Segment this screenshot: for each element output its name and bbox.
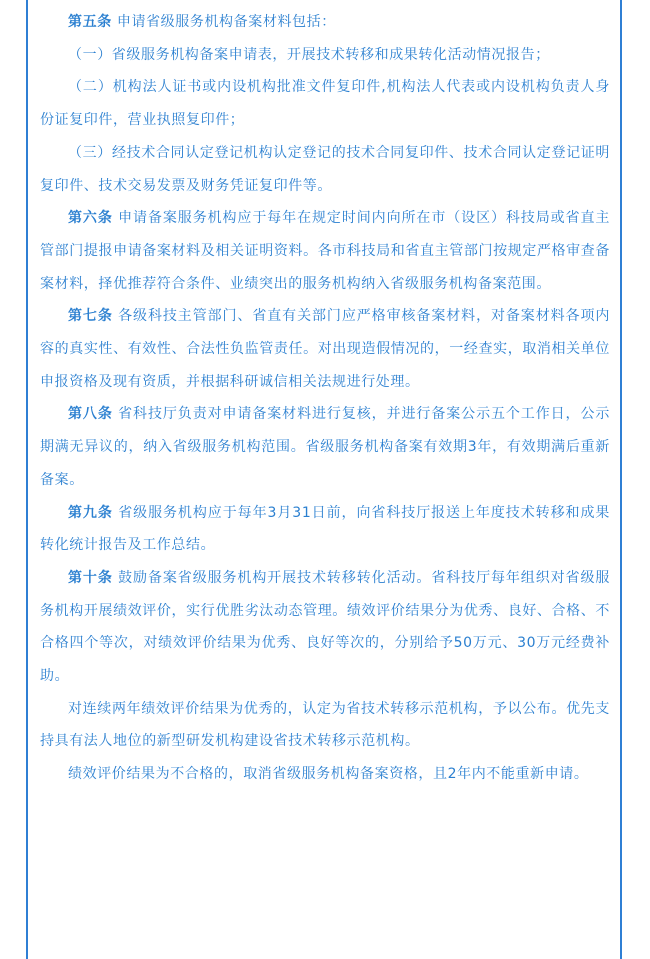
item-1 — [40, 39, 610, 72]
paragraph-demonstration — [40, 693, 610, 758]
article-number: 第六条 — [68, 210, 113, 227]
article-8 — [40, 398, 610, 496]
article-number: 第七条 — [68, 308, 113, 325]
article-number: 第九条 — [68, 504, 113, 521]
article-text: 省科技厅负责对申请备案材料进行复核，并进行备案公示五个工作日，公示期满无异议的，纳入省级服务机构范围。省级服务机构备案有效期3年，有效期满后重新备案。 — [40, 406, 610, 488]
article-text: 鼓励备案省级服务机构开展技术转移转化活动。省科技厅每年组织对省级服务机构开展绩效评价，实行优胜劣汰动态管理。绩效评价结果分为优秀、良好、合格、不合格四个等次，对绩效评价结果为优秀、良好等次的，分别给予50万元、30万元经费补助。 — [40, 569, 610, 685]
paragraph-text: 对连续两年绩效评价结果为优秀的，认定为省技术转移示范机构，予以公布。优先支持具有法人地位的新型研发机构建设省技术转移示范机构。 — [40, 700, 610, 750]
article-text: 省级服务机构应于每年3月31日前，向省科技厅报送上年度技术转移和成果转化统计报告及工作总结。 — [40, 504, 610, 554]
document-body — [40, 6, 610, 791]
article-text: 申请备案服务机构应于每年在规定时间内向所在市（设区）科技局或省直主管部门提报申请备案材料及相关证明资料。各市科技局和省直主管部门按规定严格审查备案材料，择优推荐符合条件、业绩突出的服务机构纳入省级服务机构备案范围。 — [40, 210, 610, 292]
item-text: （一）省级服务机构备案申请表，开展技术转移和成果转化活动情况报告； — [68, 46, 550, 63]
article-number: 第五条 — [68, 14, 112, 30]
article-text: 各级科技主管部门、省直有关部门应严格审核备案材料，对备案材料各项内容的真实性、有效性、合法性负监管责任。对出现造假情况的，一经查实，取消相关单位申报资格及现有资质，并根据科研诚信相关法规进行处理。 — [40, 308, 610, 390]
item-2 — [40, 71, 610, 136]
item-text: （三）经技术合同认定登记机构认定登记的技术合同复印件、技术合同认定登记证明复印件、技术交易发票及财务凭证复印件等。 — [40, 144, 610, 194]
paragraph-disqualification — [40, 758, 610, 791]
article-10 — [40, 562, 610, 693]
article-number: 第十条 — [68, 569, 113, 586]
article-9 — [40, 497, 610, 562]
article-number: 第八条 — [68, 406, 113, 423]
article-5 — [40, 6, 610, 39]
item-3 — [40, 137, 610, 202]
article-text: 申请省级服务机构备案材料包括： — [111, 14, 336, 30]
paragraph-text: 绩效评价结果为不合格的，取消省级服务机构备案资格，且2年内不能重新申请。 — [68, 766, 589, 783]
article-7 — [40, 300, 610, 398]
item-text: （二）机构法人证书或内设机构批准文件复印件,机构法人代表或内设机构负责人身份证复印件，营业执照复印件； — [40, 79, 610, 129]
article-6 — [40, 202, 610, 300]
